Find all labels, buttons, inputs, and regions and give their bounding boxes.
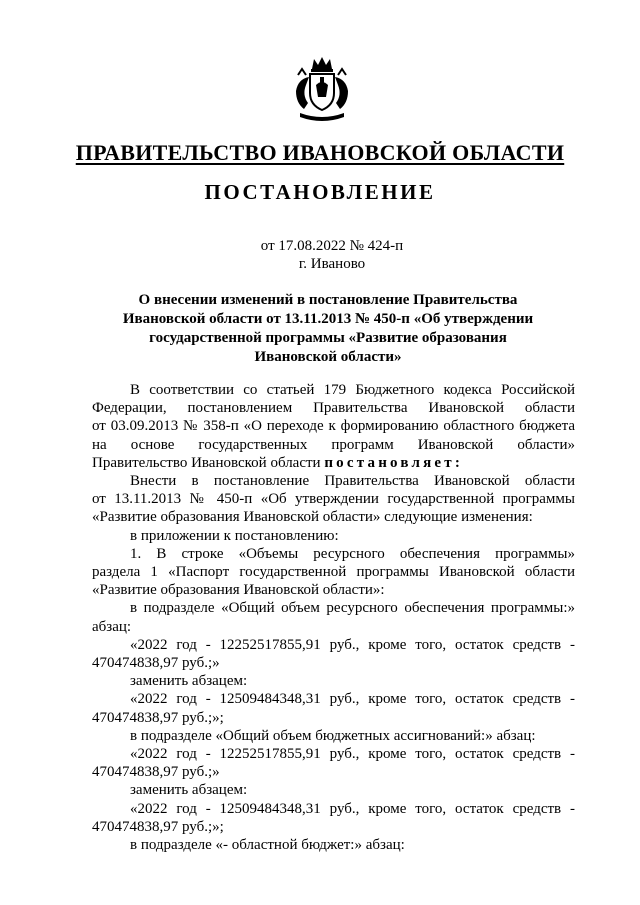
new1-line: «2022 год - 12509484348,31 руб., кроме того, остаток средств - [130,691,575,708]
document-city: г. Иваново [298,256,366,272]
item1-line: «Развитие образования Ивановской области»: [92,582,385,599]
intro-line: «Развитие образования Ивановской области» следующие изменения: [92,509,533,526]
new1-line: 470474838,97 руб.;»; [92,709,224,726]
decree-word: постановляет: [324,454,464,471]
subject-line: О внесении изменений в постановление Правительства [138,292,518,308]
sub1-line: в подразделе «Общий объем ресурсного обеспечения программы:» [130,600,575,617]
new2-line: 470474838,97 руб.;»; [92,818,224,835]
subject-line: Ивановской области от 13.11.2013 № 450-п «Об утверждении [122,311,534,327]
replace1-line: заменить абзацем: [130,673,248,690]
sub2-line: в подразделе «Общий объем бюджетных ассигнований:» абзац: [130,727,536,744]
coat-of-arms-icon [290,55,354,123]
old2-line: 470474838,97 руб.;» [92,764,220,781]
preamble-line: Федерации, постановлением Правительства Ивановской области [92,400,575,417]
government-title: ПРАВИТЕЛЬСТВО ИВАНОВСКОЙ ОБЛАСТИ [75,140,565,165]
old2-line: «2022 год - 12252517855,91 руб., кроме того, остаток средств - [130,746,575,763]
preamble-line: от 03.09.2013 № 358-п «О переходе к формированию областного бюджета [92,418,575,435]
item1-line: раздела 1 «Паспорт государственной программы Ивановской области [92,564,575,581]
document-type: ПОСТАНОВЛЕНИЕ [204,180,436,204]
replace2-line: заменить абзацем: [130,782,248,799]
appendix-line: в приложении к постановлению: [130,527,339,544]
document-date-number: от 17.08.2022 № 424-п [260,238,404,254]
preamble-end-line [92,454,575,472]
sub1-line: абзац: [92,618,132,635]
preamble-line: на основе государственных программ Ивановской области» [92,436,575,453]
document-subject [92,291,564,367]
document-body [92,381,575,854]
preamble-line: В соответствии со статьей 179 Бюджетного кодекса Российской [130,382,575,398]
intro-line: от 13.11.2013 № 450-п «Об утверждении государственной программы [92,491,575,508]
subject-line: государственной программы «Развитие образования [149,330,507,346]
new2-line: «2022 год - 12509484348,31 руб., кроме того, остаток средств - [130,800,575,817]
preamble-end: Правительство Ивановской области [92,454,321,471]
sub3-line: в подразделе «- областной бюджет:» абзац: [130,837,405,854]
subject-line: Ивановской области» [254,349,402,365]
old1-line: «2022 год - 12252517855,91 руб., кроме того, остаток средств - [130,636,575,653]
intro-line: Внести в постановление Правительства Ивановской области [130,473,575,490]
old1-line: 470474838,97 руб.;» [92,655,220,672]
item1-line: 1. В строке «Объемы ресурсного обеспечения программы» [130,545,575,562]
